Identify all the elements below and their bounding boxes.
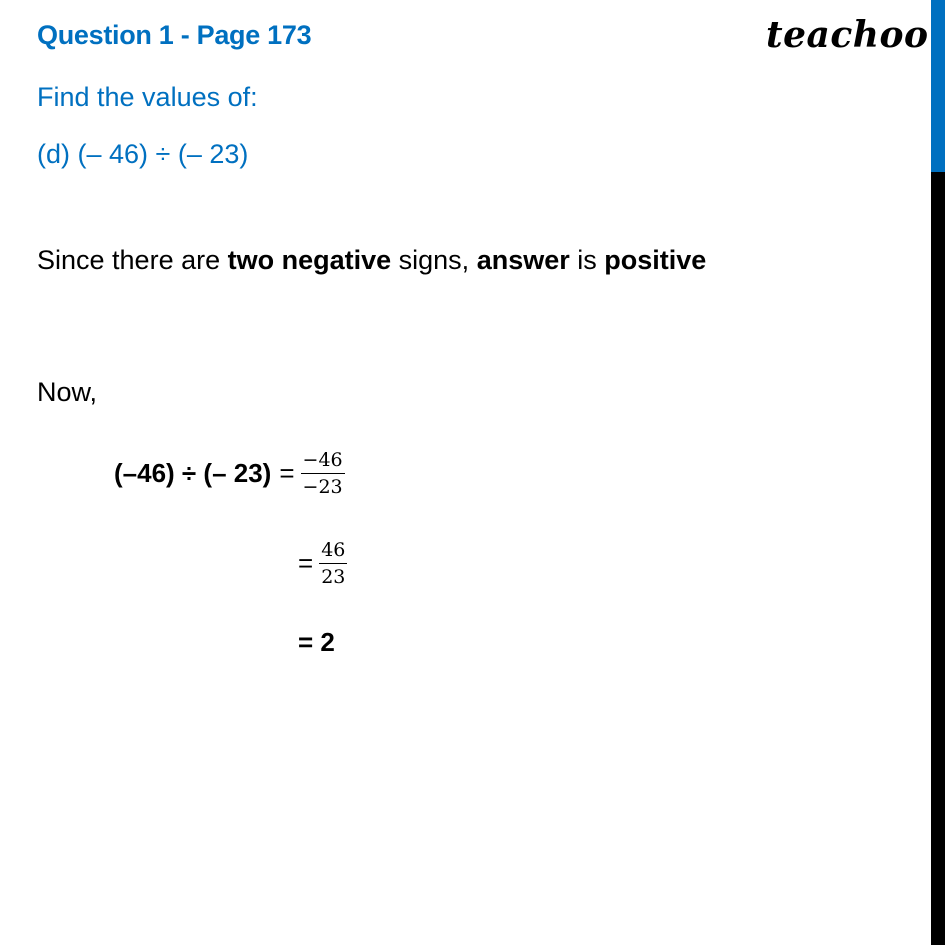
explanation-segment: is bbox=[569, 245, 605, 275]
solution-intro: Now, bbox=[37, 377, 98, 407]
explanation-bold-two-negative: two negative bbox=[227, 245, 392, 275]
fraction-numerator: −46 bbox=[301, 450, 345, 474]
fraction-positive bbox=[319, 540, 347, 588]
question-part: (d) (– 46) ÷ (– 23) bbox=[37, 139, 249, 169]
equals-sign: = bbox=[279, 458, 295, 489]
fraction-denominator: −23 bbox=[302, 475, 343, 498]
page-title: Question 1 - Page 173 bbox=[37, 20, 312, 50]
explanation-text bbox=[37, 245, 706, 276]
explanation-segment: signs, bbox=[391, 245, 477, 275]
question-prompt: Find the values of: bbox=[37, 82, 258, 112]
equation-step-1 bbox=[114, 450, 345, 498]
teachoo-logo: teachoo bbox=[766, 14, 929, 56]
fraction-negative bbox=[301, 450, 345, 498]
fraction-denominator: 23 bbox=[321, 565, 346, 588]
explanation-bold-answer: answer bbox=[476, 245, 570, 275]
equation-left-side: (–46) ÷ (– 23) bbox=[114, 458, 272, 489]
final-result: = 2 bbox=[298, 627, 335, 657]
explanation-segment: Since there are bbox=[37, 245, 228, 275]
side-accent-bar-blue bbox=[931, 0, 945, 172]
side-accent-bar-black bbox=[931, 172, 945, 945]
fraction-numerator: 46 bbox=[319, 540, 347, 564]
equals-sign: = bbox=[298, 548, 314, 579]
equation-step-2 bbox=[298, 540, 347, 588]
explanation-bold-positive: positive bbox=[604, 245, 707, 275]
